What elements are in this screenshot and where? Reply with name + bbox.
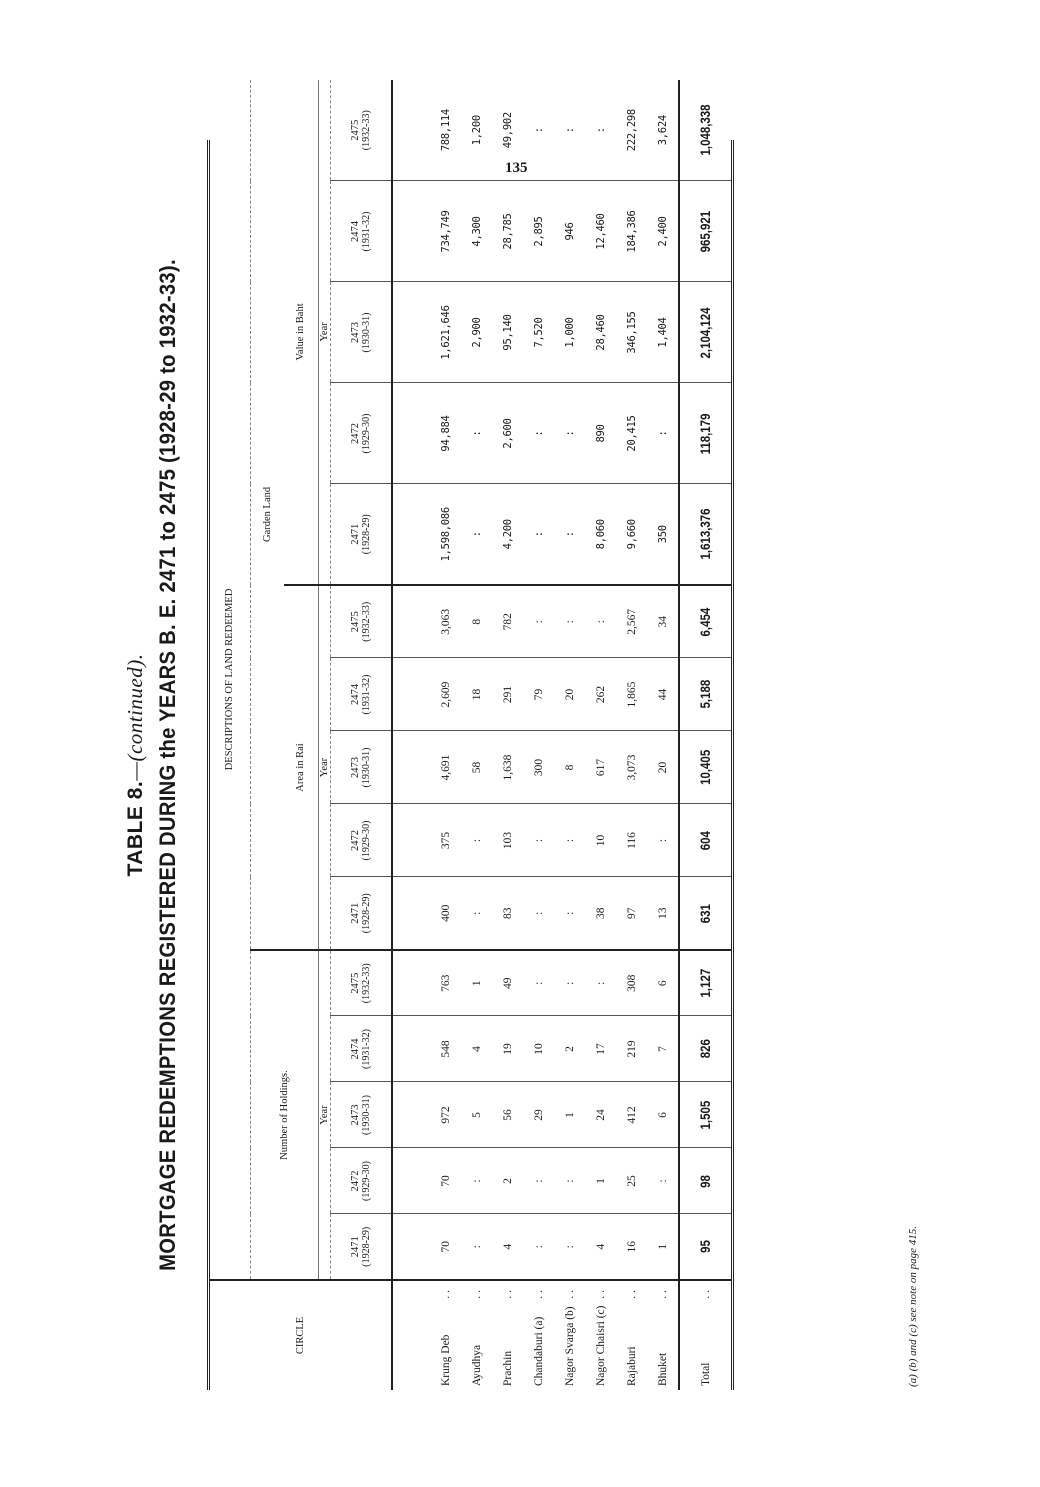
table-caption [123, 135, 148, 1395]
value-cell: 734,749 [430, 181, 461, 282]
year-header: 2473 (1930-31) [330, 731, 392, 804]
holdings-cell: 308 [616, 950, 647, 1016]
holdings-cell: : [554, 1214, 585, 1280]
area-cell: 8 [461, 585, 492, 658]
area-cell: 617 [585, 731, 616, 804]
value-cell: 20,415 [616, 383, 647, 484]
spacer-row [392, 80, 430, 1390]
redemptions-table-wrap [207, 104, 734, 1390]
footnote: (a) (b) and (c) see note on page 415. [907, 1226, 919, 1387]
holdings-cell: 1 [461, 950, 492, 1016]
area-cell: 34 [647, 585, 679, 658]
value-header: Value in Baht [284, 80, 318, 585]
holdings-cell: 10 [523, 1016, 554, 1082]
year-header: 2474 (1931-32) [330, 181, 392, 282]
holdings-cell: 19 [492, 1016, 523, 1082]
value-cell: 1,621,646 [430, 282, 461, 383]
area-cell: 18 [461, 658, 492, 731]
value-cell: 3,624 [647, 80, 679, 181]
holdings-cell: 2 [492, 1148, 523, 1214]
area-cell: 97 [616, 877, 647, 950]
total-holdings: 98 [679, 1148, 731, 1214]
holdings-cell: 25 [616, 1148, 647, 1214]
table-body [392, 80, 679, 1390]
total-value: 1,048,338 [679, 80, 731, 181]
area-cell: : [554, 585, 585, 658]
year-header: 2472 (1929-30) [330, 1148, 392, 1214]
area-cell: 4,691 [430, 731, 461, 804]
total-value: 118,179 [679, 383, 731, 484]
holdings-cell: 1 [647, 1214, 679, 1280]
value-cell: : [461, 383, 492, 484]
area-cell: 262 [585, 658, 616, 731]
holdings-cell: 4 [492, 1214, 523, 1280]
value-year-label: Year [318, 80, 330, 585]
area-cell: 1,638 [492, 731, 523, 804]
circle-header: CIRCLE [210, 1280, 392, 1390]
area-cell: : [523, 877, 554, 950]
value-cell: 28,785 [492, 181, 523, 282]
holdings-year-label: Year [318, 950, 330, 1280]
year-header: 2472 (1929-30) [330, 383, 392, 484]
year-header: 2472 (1929-30) [330, 804, 392, 877]
holdings-cell: : [647, 1148, 679, 1214]
circle-name: Ayudhya .. [470, 1287, 483, 1386]
area-cell: 116 [616, 804, 647, 877]
total-holdings: 826 [679, 1016, 731, 1082]
value-cell: : [523, 383, 554, 484]
table-row [616, 80, 647, 1390]
value-cell: 346,155 [616, 282, 647, 383]
area-cell: 3,073 [616, 731, 647, 804]
table-row [430, 80, 461, 1390]
value-cell: 1,404 [647, 282, 679, 383]
value-cell: 2,900 [461, 282, 492, 383]
holdings-cell: 70 [430, 1148, 461, 1214]
total-holdings: 1,127 [679, 950, 731, 1016]
year-header: 2474 (1931-32) [330, 658, 392, 731]
total-area: 604 [679, 804, 731, 877]
value-cell: 12,460 [585, 181, 616, 282]
area-header: Area in Rai [284, 585, 318, 950]
area-cell: 10 [585, 804, 616, 877]
area-cell: 2,567 [616, 585, 647, 658]
holdings-cell: 16 [616, 1214, 647, 1280]
value-cell: 4,200 [492, 484, 523, 585]
year-header: 2475 (1932-33) [330, 80, 392, 181]
area-cell: 782 [492, 585, 523, 658]
holdings-cell: 7 [647, 1016, 679, 1082]
table-row [523, 80, 554, 1390]
year-header: 2471 (1928-29) [330, 1214, 392, 1280]
area-cell: 3,063 [430, 585, 461, 658]
holdings-cell: 1 [585, 1148, 616, 1214]
total-label: Total .. [679, 1280, 731, 1390]
holdings-cell: 56 [492, 1082, 523, 1148]
holdings-cell: 412 [616, 1082, 647, 1148]
holdings-cell: 24 [585, 1082, 616, 1148]
total-holdings: 95 [679, 1214, 731, 1280]
area-cell: : [523, 585, 554, 658]
circle-name: Nagor Chaisri (c) .. [594, 1287, 607, 1386]
area-cell: 2,609 [430, 658, 461, 731]
value-cell: : [554, 383, 585, 484]
value-cell: 788,114 [430, 80, 461, 181]
total-value: 1,613,376 [679, 484, 731, 585]
value-cell: 95,140 [492, 282, 523, 383]
holdings-header: Number of Holdings. [250, 950, 318, 1280]
holdings-cell: 29 [523, 1082, 554, 1148]
redemptions-table [210, 80, 731, 1390]
area-cell: : [647, 804, 679, 877]
holdings-cell: : [554, 950, 585, 1016]
holdings-cell: 1 [554, 1082, 585, 1148]
table-row [492, 80, 523, 1390]
holdings-cell: : [461, 1148, 492, 1214]
value-cell: 2,400 [647, 181, 679, 282]
circle-name: Krung Deb .. [439, 1287, 452, 1386]
year-header: 2473 (1930-31) [330, 282, 392, 383]
garden-land-header: Garden Land [250, 80, 284, 950]
value-cell: 184,386 [616, 181, 647, 282]
value-cell: 28,460 [585, 282, 616, 383]
value-cell: 9,660 [616, 484, 647, 585]
page-number: 135 [505, 160, 528, 176]
caption-continued: —(continued). [123, 653, 147, 781]
area-cell: : [585, 585, 616, 658]
holdings-cell: : [554, 1148, 585, 1214]
holdings-cell: 2 [554, 1016, 585, 1082]
area-cell: 83 [492, 877, 523, 950]
area-year-label: Year [318, 585, 330, 950]
value-cell: : [461, 484, 492, 585]
holdings-cell: : [461, 1214, 492, 1280]
area-cell: : [461, 877, 492, 950]
total-holdings: 1,505 [679, 1082, 731, 1148]
value-cell: 1,200 [461, 80, 492, 181]
value-cell: 2,600 [492, 383, 523, 484]
area-cell: 400 [430, 877, 461, 950]
table-row [554, 80, 585, 1390]
holdings-cell: 5 [461, 1082, 492, 1148]
holdings-cell: 4 [461, 1016, 492, 1082]
holdings-cell: 548 [430, 1016, 461, 1082]
area-cell: 13 [647, 877, 679, 950]
value-cell: 1,000 [554, 282, 585, 383]
holdings-cell: 219 [616, 1016, 647, 1082]
circle-name: Chandaburi (a) .. [532, 1287, 545, 1386]
table-row [585, 80, 616, 1390]
value-cell: : [647, 383, 679, 484]
table-row [461, 80, 492, 1390]
year-header: 2471 (1928-29) [330, 484, 392, 585]
holdings-cell: 4 [585, 1214, 616, 1280]
table-row [647, 80, 679, 1390]
circle-name: Rajaburi .. [625, 1287, 638, 1386]
holdings-cell: 6 [647, 950, 679, 1016]
value-cell: 49,902 [492, 80, 523, 181]
holdings-cell: : [523, 950, 554, 1016]
area-cell: 58 [461, 731, 492, 804]
descriptions-header: DESCRIPTIONS OF LAND REDEEMED [210, 80, 250, 1280]
holdings-cell: 49 [492, 950, 523, 1016]
value-cell: 94,884 [430, 383, 461, 484]
holdings-cell: 6 [647, 1082, 679, 1148]
holdings-cell: 17 [585, 1016, 616, 1082]
value-cell: 1,598,086 [430, 484, 461, 585]
holdings-cell: : [523, 1148, 554, 1214]
value-cell: : [554, 80, 585, 181]
holdings-cell: 70 [430, 1214, 461, 1280]
table-title: MORTGAGE REDEMPTIONS REGISTERED DURING the YEARS B. E. 2471 to 2475 (1928-29 to 1932-33). [155, 259, 180, 1271]
value-cell: : [585, 80, 616, 181]
area-cell: 20 [647, 731, 679, 804]
holdings-cell: 972 [430, 1082, 461, 1148]
value-cell: 946 [554, 181, 585, 282]
circle-name: Nagor Svarga (b) .. [563, 1287, 576, 1386]
holdings-cell: : [523, 1214, 554, 1280]
area-cell: 20 [554, 658, 585, 731]
total-value: 2,104,124 [679, 282, 731, 383]
total-row [679, 80, 731, 1390]
value-cell: 8,060 [585, 484, 616, 585]
total-area: 10,405 [679, 731, 731, 804]
value-cell: : [523, 484, 554, 585]
value-cell: 4,300 [461, 181, 492, 282]
total-area: 5,188 [679, 658, 731, 731]
year-header: 2475 (1932-33) [330, 585, 392, 658]
area-cell: 375 [430, 804, 461, 877]
area-cell: 8 [554, 731, 585, 804]
year-header: 2473 (1930-31) [330, 1082, 392, 1148]
holdings-cell: : [585, 950, 616, 1016]
value-cell: 890 [585, 383, 616, 484]
circle-name: Prachin .. [501, 1287, 514, 1386]
circle-name: Bhuket .. [656, 1287, 669, 1386]
total-area: 6,454 [679, 585, 731, 658]
area-cell: 44 [647, 658, 679, 731]
value-cell: : [554, 484, 585, 585]
area-cell: 300 [523, 731, 554, 804]
area-cell: 291 [492, 658, 523, 731]
year-header: 2471 (1928-29) [330, 877, 392, 950]
year-header: 2474 (1931-32) [330, 1016, 392, 1082]
total-area: 631 [679, 877, 731, 950]
value-cell: : [523, 80, 554, 181]
total-value: 965,921 [679, 181, 731, 282]
area-cell: 38 [585, 877, 616, 950]
area-cell: : [554, 804, 585, 877]
area-cell: : [523, 804, 554, 877]
year-header: 2475 (1932-33) [330, 950, 392, 1016]
area-cell: : [461, 804, 492, 877]
area-cell: 103 [492, 804, 523, 877]
area-cell: : [554, 877, 585, 950]
rotated-page [95, 104, 940, 1395]
area-cell: 1,865 [616, 658, 647, 731]
value-cell: 222,298 [616, 80, 647, 181]
value-cell: 350 [647, 484, 679, 585]
value-cell: 7,520 [523, 282, 554, 383]
holdings-cell: 763 [430, 950, 461, 1016]
value-cell: 2,895 [523, 181, 554, 282]
caption-label: TABLE 8. [124, 780, 147, 877]
area-cell: 79 [523, 658, 554, 731]
